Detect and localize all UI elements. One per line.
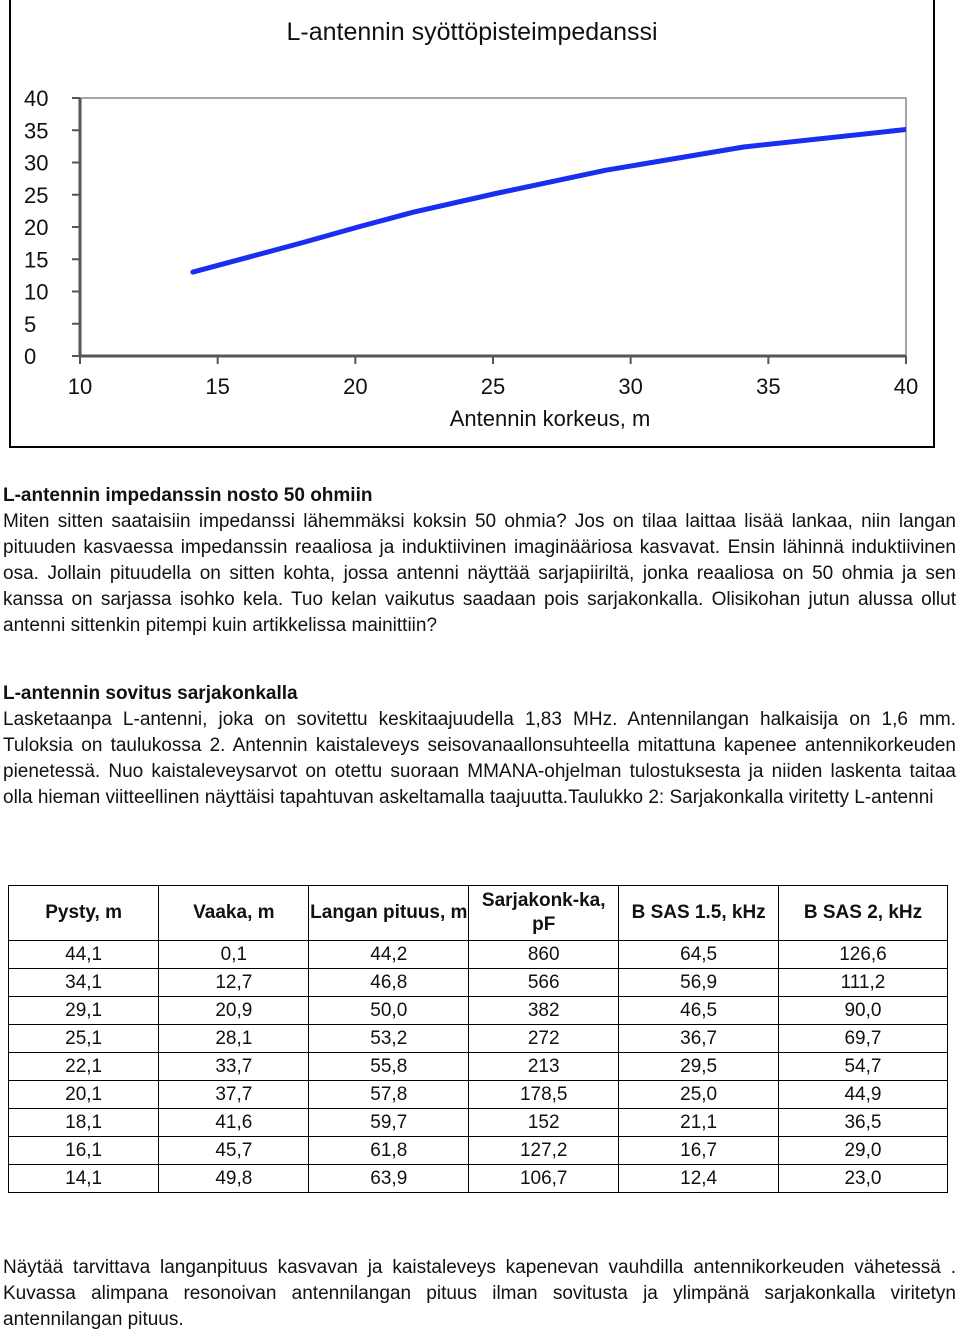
table-cell: 28,1 <box>159 1025 309 1053</box>
column-header: Vaaka, m <box>159 886 309 941</box>
x-tick-label: 40 <box>893 374 919 399</box>
column-header: B SAS 1.5, kHz <box>619 886 779 941</box>
table-cell: 127,2 <box>469 1137 619 1165</box>
table-row <box>9 1081 948 1109</box>
table-row <box>9 941 948 969</box>
table-cell: 29,1 <box>9 997 159 1025</box>
y-tick-label: 5 <box>24 311 37 337</box>
table-cell: 37,7 <box>159 1081 309 1109</box>
table-cell: 272 <box>469 1025 619 1053</box>
table-cell: 29,0 <box>778 1137 947 1165</box>
table-cell: 22,1 <box>9 1053 159 1081</box>
table-row <box>9 1053 948 1081</box>
x-tick-label: 10 <box>67 374 93 399</box>
table-cell: 25,1 <box>9 1025 159 1053</box>
y-tick-label: 10 <box>24 279 49 305</box>
table-cell: 90,0 <box>778 997 947 1025</box>
table-cell: 106,7 <box>469 1165 619 1193</box>
table-cell: 21,1 <box>619 1109 779 1137</box>
section-impedance-raise <box>3 483 956 639</box>
line-chart <box>0 0 960 450</box>
table-cell: 33,7 <box>159 1053 309 1081</box>
y-tick-label: 35 <box>24 118 49 144</box>
table-cell: 213 <box>469 1053 619 1081</box>
table-cell: 69,7 <box>778 1025 947 1053</box>
table-cell: 54,7 <box>778 1053 947 1081</box>
table-cell: 382 <box>469 997 619 1025</box>
table-cell: 46,5 <box>619 997 779 1025</box>
x-tick-label: 30 <box>618 374 643 399</box>
table-cell: 152 <box>469 1109 619 1137</box>
table-row <box>9 1109 948 1137</box>
table-cell: 14,1 <box>9 1165 159 1193</box>
table-cell: 49,8 <box>159 1165 309 1193</box>
results-table <box>8 885 948 1193</box>
y-tick-label: 20 <box>24 215 49 240</box>
table-cell: 44,2 <box>309 941 469 969</box>
x-tick-label: 20 <box>343 374 368 399</box>
table-cell: 566 <box>469 969 619 997</box>
table-cell: 860 <box>469 941 619 969</box>
table-cell: 53,2 <box>309 1025 469 1053</box>
table-header-row <box>9 886 948 941</box>
y-tick-label: 0 <box>24 344 37 369</box>
y-tick-label: 15 <box>24 247 49 273</box>
table-cell: 29,5 <box>619 1053 779 1081</box>
table-cell: 20,1 <box>9 1081 159 1109</box>
table-cell: 61,8 <box>309 1137 469 1165</box>
series-line <box>193 117 960 272</box>
table-cell: 34,1 <box>9 969 159 997</box>
table-row <box>9 997 948 1025</box>
x-axis-label: Antennin korkeus, m <box>449 406 651 431</box>
section-heading: L-antennin sovitus sarjakonkalla <box>3 683 298 704</box>
table-cell: 20,9 <box>159 997 309 1025</box>
x-tick-label: 35 <box>756 374 781 399</box>
table-row <box>9 1025 948 1053</box>
table-cell: 126,6 <box>778 941 947 969</box>
table-cell: 50,0 <box>309 997 469 1025</box>
chart-title: L-antennin syöttöpisteimpedanssi <box>286 18 658 46</box>
y-tick-label: 25 <box>24 182 49 208</box>
table-cell: 44,1 <box>9 941 159 969</box>
table-cell: 64,5 <box>619 941 779 969</box>
table-cell: 57,8 <box>309 1081 469 1109</box>
table-cell: 111,2 <box>778 969 947 997</box>
table-cell: 63,9 <box>309 1165 469 1193</box>
column-header: Sarjakonk-ka, pF <box>469 886 619 941</box>
table-row <box>9 1137 948 1165</box>
table-cell: 12,7 <box>159 969 309 997</box>
table-cell: 46,8 <box>309 969 469 997</box>
table-cell: 23,0 <box>778 1165 947 1193</box>
footer-text: Näytää tarvittava langanpituus kasvavan ja kaistaleveys kapenevan vauhdilla antennikorkeuden vähetessä . Kuvassa alimpana resonoivan antennilangan pituus ilman sovitusta ja ylimpänä sarjakonkalla viritetyn antennilangan pituus. <box>3 1257 956 1330</box>
table-cell: 36,5 <box>778 1109 947 1137</box>
section-heading: L-antennin impedanssin nosto 50 ohmiin <box>3 485 373 506</box>
table-cell: 44,9 <box>778 1081 947 1109</box>
column-header: Langan pituus, m <box>309 886 469 941</box>
table-cell: 56,9 <box>619 969 779 997</box>
table-cell: 0,1 <box>159 941 309 969</box>
section-paragraph: Lasketaanpa L-antenni, joka on sovitettu keskitaajuudella 1,83 MHz. Antennilangan halkaisija on 1,6 mm. Tuloksia on taulukossa 2. Antennin kaistaleveys seisovanaallonsuhteella mitattuna kapenee antennikorkeuden pienetessä. Nuo kaistaleveysarvot on otettu suoraan MMANA-ohjelman tulostuksesta ja niiden laskenta taitaa olla hieman viitteellinen näyttäisi tapahtuvan askeltamalla taajuutta.Taulukko 2: Sarjakonkalla viritetty L-antenni <box>3 709 956 808</box>
table-cell: 55,8 <box>309 1053 469 1081</box>
footer-paragraph <box>3 1255 956 1333</box>
plot-area-border <box>80 98 906 356</box>
column-header: Pysty, m <box>9 886 159 941</box>
table-cell: 16,7 <box>619 1137 779 1165</box>
y-tick-label: 30 <box>24 150 49 176</box>
table-cell: 45,7 <box>159 1137 309 1165</box>
column-header: B SAS 2, kHz <box>778 886 947 941</box>
x-tick-label: 15 <box>205 374 230 399</box>
table-cell: 178,5 <box>469 1081 619 1109</box>
table-row <box>9 1165 948 1193</box>
table-cell: 41,6 <box>159 1109 309 1137</box>
x-tick-label: 25 <box>480 374 506 399</box>
table-cell: 12,4 <box>619 1165 779 1193</box>
table-row <box>9 969 948 997</box>
table-cell: 59,7 <box>309 1109 469 1137</box>
table-cell: 16,1 <box>9 1137 159 1165</box>
y-tick-label: 40 <box>24 86 49 111</box>
table-cell: 36,7 <box>619 1025 779 1053</box>
section-paragraph: Miten sitten saataisiin impedanssi lähemmäksi koksin 50 ohmia? Jos on tilaa laittaa lisää lankaa, niin langan pituuden kasvaessa impedanssin reaaliosa ja induktiivinen imaginääriosa kasvavat. Ensin lähinnä induktiivinen osa. Jollain pituudella on sitten kohta, jossa antenni näyttää sarjapiiriltä, jonka reaaliosa on 50 ohmia ja sen kanssa on sarjassa isohko kela. Tuo kelan vaikutus saadaan pois sarjakonkalla. Olisikohan jutun alussa ollut antenni sittenkin pitempi kuin artikkelissa mainittiin? <box>3 511 956 636</box>
section-series-cap-match <box>3 681 956 811</box>
table-cell: 18,1 <box>9 1109 159 1137</box>
table-cell: 25,0 <box>619 1081 779 1109</box>
